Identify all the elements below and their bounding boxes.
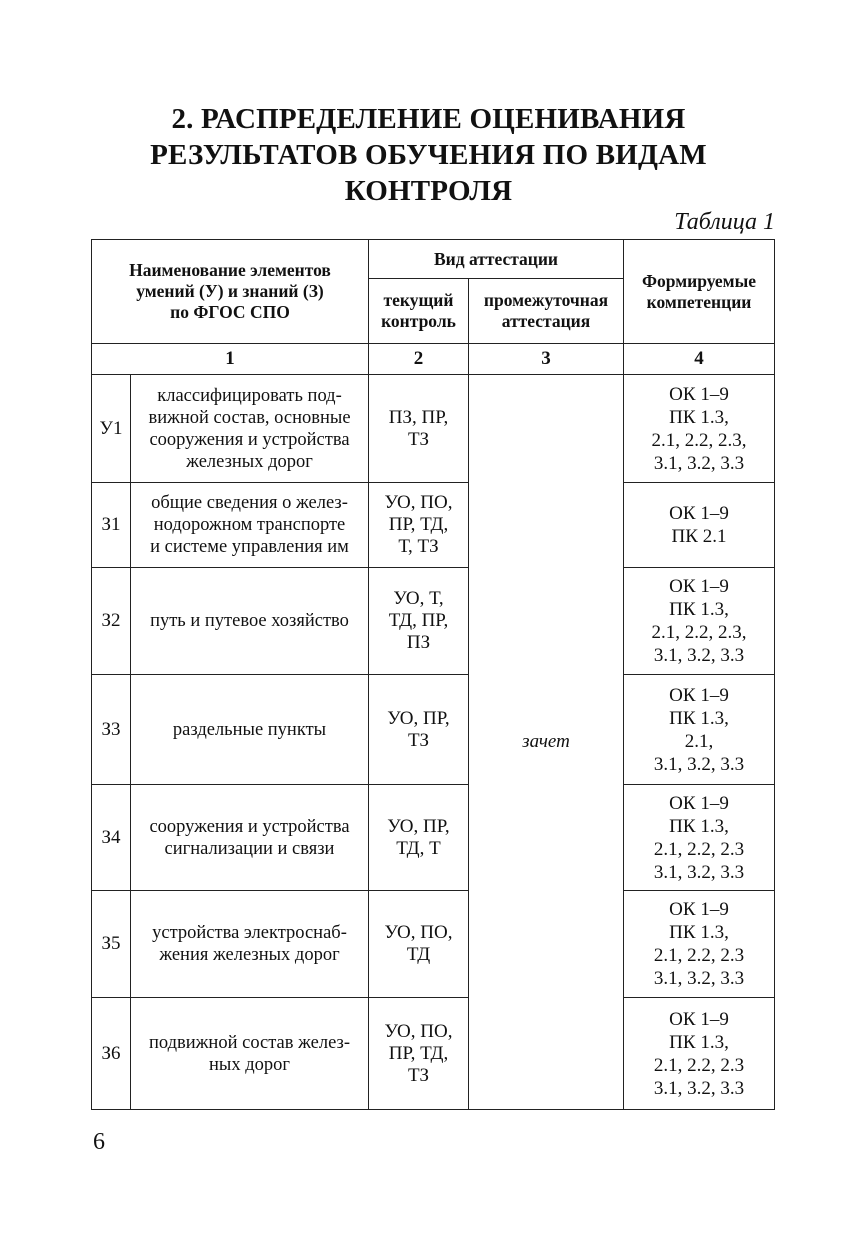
element-code: З6: [92, 998, 131, 1110]
desc-line: раздельные пункты: [172, 719, 327, 740]
ctrl-line: УО, ПР,: [387, 815, 450, 837]
competencies: [624, 375, 775, 483]
current-control-forms: [369, 568, 469, 675]
comp-line: 2.1, 2.2, 2.3: [653, 945, 745, 966]
header-current-control: [369, 279, 469, 344]
ctrl-line: УО, ПО,: [384, 922, 453, 943]
comp-line: 3.1, 3.2, 3.3: [653, 753, 745, 775]
table-row: [92, 483, 775, 568]
desc-line: сооружения и устройства: [149, 816, 350, 837]
current-control-forms: [369, 375, 469, 483]
header-intermediate-attestation: [469, 279, 624, 344]
comp-line: 3.1, 3.2, 3.3: [653, 452, 745, 474]
element-description: [131, 568, 369, 675]
intermediate-attestation-form: зачет: [469, 375, 624, 1110]
ctrl-line: ТД: [406, 944, 431, 965]
desc-line: общие сведения о желез-: [151, 493, 348, 513]
desc-line: вижной состав, основные: [148, 407, 351, 428]
element-code: З3: [92, 675, 131, 785]
header-elements-line: Наименование элементов: [129, 260, 331, 280]
comp-line: ОК 1–9: [669, 503, 729, 524]
ctrl-line: ТЗ: [407, 729, 430, 751]
element-code: З2: [92, 568, 131, 675]
comp-line: ПК 1.3,: [669, 406, 729, 428]
element-code: З1: [92, 483, 131, 568]
ctrl-line: УО, Т,: [393, 588, 444, 609]
current-control-forms: [369, 891, 469, 998]
comp-line: ПК 1.3,: [669, 707, 729, 729]
ctrl-line: ТД, ПР,: [388, 610, 449, 631]
element-description: [131, 785, 369, 891]
current-control-forms: [369, 483, 469, 568]
table-row: [92, 375, 775, 483]
competencies: [624, 785, 775, 891]
header-competencies-line: Формируемые: [641, 270, 757, 291]
comp-line: 2.1, 2.2, 2.3: [653, 838, 745, 860]
ctrl-line: ПР, ТД,: [388, 1042, 449, 1064]
header-intermediate-line: аттестация: [501, 311, 591, 331]
competencies: [624, 998, 775, 1110]
page-number: 6: [93, 1129, 105, 1155]
ctrl-line: УО, ПР,: [387, 707, 450, 729]
comp-line: ПК 1.3,: [669, 815, 729, 837]
header-intermediate-line: промежуточная: [483, 290, 609, 310]
header-elements-line: умений (У) и знаний (З): [136, 281, 324, 301]
heading-line-1: 2. РАСПРЕДЕЛЕНИЕ ОЦЕНИВАНИЯ: [171, 103, 686, 135]
current-control-forms: [369, 998, 469, 1110]
table-label: Таблица 1: [674, 209, 775, 235]
header-competencies: [624, 240, 775, 344]
element-description: [131, 891, 369, 998]
header-elements: [92, 240, 369, 344]
header-elements-line: по ФГОС СПО: [170, 302, 290, 322]
element-code: З5: [92, 891, 131, 998]
ctrl-line: ПР, ТД,: [388, 514, 449, 535]
element-description: [131, 375, 369, 483]
column-number-1: 1: [92, 344, 369, 375]
competencies: [624, 675, 775, 785]
element-description: [131, 483, 369, 568]
comp-line: ОК 1–9: [669, 1008, 729, 1030]
competencies: [624, 483, 775, 568]
desc-line: устройства электроснаб-: [152, 923, 347, 943]
comp-line: 2.1, 2.2, 2.3,: [651, 429, 747, 451]
element-description: [131, 998, 369, 1110]
table-row: [92, 998, 775, 1110]
desc-line: ных дорог: [209, 1054, 290, 1075]
table-row: [92, 785, 775, 891]
desc-line: подвижной состав желез-: [148, 1032, 351, 1053]
comp-line: ОК 1–9: [669, 383, 729, 405]
heading-line-3: КОНТРОЛЯ: [344, 175, 513, 207]
desc-line: железных дорог: [186, 451, 313, 472]
ctrl-line: Т, ТЗ: [398, 536, 439, 557]
desc-line: классифицировать под-: [157, 385, 342, 406]
comp-line: ПК 1.3,: [669, 599, 729, 620]
comp-line: ОК 1–9: [669, 899, 729, 920]
desc-line: жения железных дорог: [159, 945, 340, 965]
table-row: [92, 891, 775, 998]
desc-line: сооружения и устройства: [149, 429, 350, 450]
ctrl-line: ПЗ: [406, 632, 431, 653]
column-number-4: 4: [624, 344, 775, 375]
comp-line: 3.1, 3.2, 3.3: [653, 645, 745, 666]
desc-line: нодорожном транспорте: [153, 515, 346, 535]
comp-line: 2.1,: [684, 730, 714, 752]
current-control-forms: [369, 675, 469, 785]
comp-line: ПК 1.3,: [669, 922, 729, 943]
element-code: З4: [92, 785, 131, 891]
ctrl-line: ТД, Т: [396, 837, 441, 859]
competencies: [624, 568, 775, 675]
header-competencies-line: компетенции: [646, 291, 752, 312]
heading-line-2: РЕЗУЛЬТАТОВ ОБУЧЕНИЯ ПО ВИДАМ: [150, 139, 707, 171]
element-code: У1: [92, 375, 131, 483]
header-current-line: текущий: [383, 290, 454, 310]
table-row: [92, 675, 775, 785]
comp-line: 3.1, 3.2, 3.3: [653, 968, 745, 989]
current-control-forms: [369, 785, 469, 891]
comp-line: ПК 2.1: [671, 526, 727, 547]
ctrl-line: УО, ПО,: [384, 492, 453, 513]
desc-line: и системе управления им: [150, 537, 349, 557]
ctrl-line: ПЗ, ПР,: [388, 406, 449, 428]
desc-line: путь и путевое хозяйство: [150, 611, 349, 631]
comp-line: 3.1, 3.2, 3.3: [653, 1077, 745, 1099]
desc-line: сигнализации и связи: [164, 838, 335, 859]
competencies: [624, 891, 775, 998]
comp-line: 3.1, 3.2, 3.3: [653, 861, 745, 883]
comp-line: ОК 1–9: [669, 576, 729, 597]
column-number-3: 3: [469, 344, 624, 375]
comp-line: ОК 1–9: [669, 684, 729, 706]
ctrl-line: ТЗ: [407, 428, 430, 450]
header-attestation: Вид аттестации: [369, 240, 624, 279]
ctrl-line: УО, ПО,: [384, 1020, 453, 1042]
comp-line: ОК 1–9: [669, 792, 729, 814]
header-current-line: контроль: [381, 311, 456, 331]
column-number-2: 2: [369, 344, 469, 375]
element-description: [131, 675, 369, 785]
comp-line: 2.1, 2.2, 2.3: [653, 1054, 745, 1076]
comp-line: 2.1, 2.2, 2.3,: [651, 622, 747, 643]
page-heading: [0, 101, 857, 209]
table-row: [92, 568, 775, 675]
ctrl-line: ТЗ: [407, 1064, 430, 1086]
assessment-table: [91, 239, 775, 1110]
comp-line: ПК 1.3,: [669, 1031, 729, 1053]
